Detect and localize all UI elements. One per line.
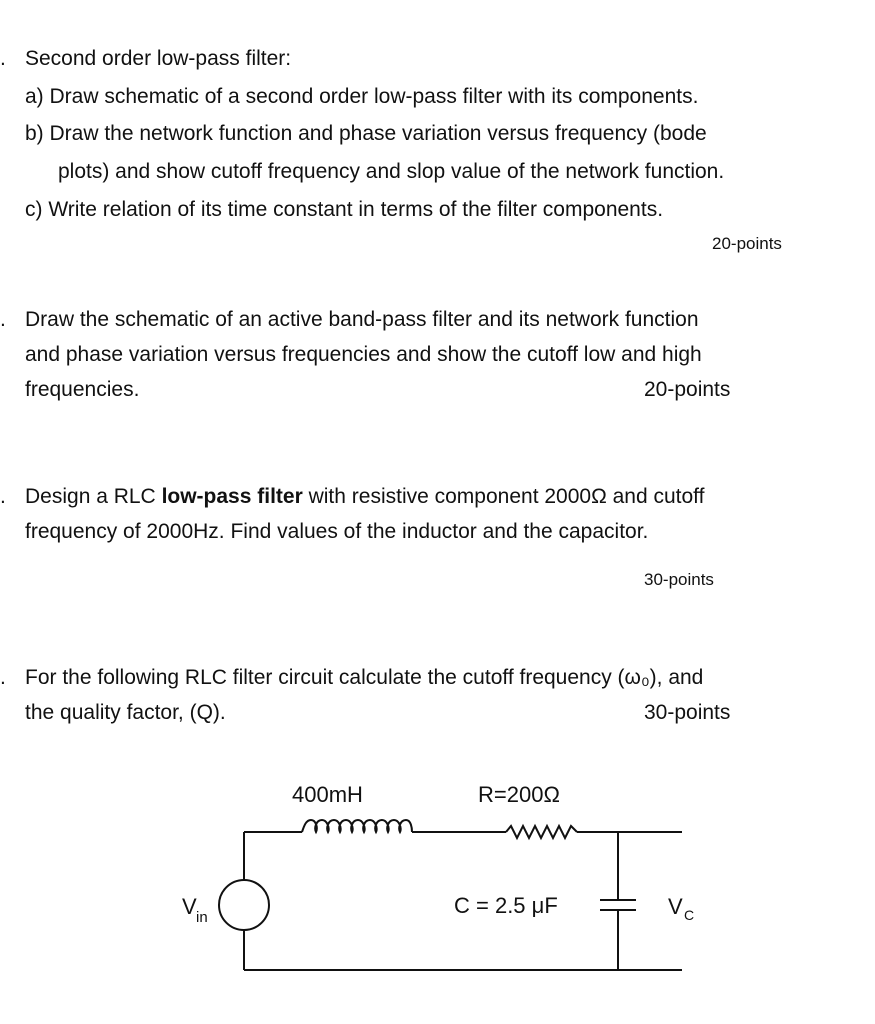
source-label-subscript: in <box>196 909 208 926</box>
q3-number: . <box>0 485 6 508</box>
q3-line2: frequency of 2000Hz. Find values of the inductor and the capacitor. <box>25 520 649 543</box>
q1-part-c: c) Write relation of its time constant in terms of the filter components. <box>25 198 664 221</box>
q1-part-b-line2: plots) and show cutoff frequency and slop value of the network function. <box>58 160 725 183</box>
q1-title: Second order low-pass filter: <box>25 47 292 70</box>
inductor-coil <box>302 820 412 832</box>
q3-line1-pre: Design a RLC <box>25 485 162 508</box>
q1-points: 20-points <box>712 234 782 253</box>
voltage-source-circle <box>219 880 269 930</box>
resistor-zigzag <box>506 826 577 838</box>
q2-line2: and phase variation versus frequencies and show the cutoff low and high <box>25 343 702 366</box>
capacitor-label: C = 2.5 μF <box>454 893 558 918</box>
q2-points: 20-points <box>644 378 731 401</box>
q2-line1: Draw the schematic of an active band-pass filter and its network function <box>25 308 699 331</box>
q4-number: . <box>0 666 6 689</box>
q1-part-a: a) Draw schematic of a second order low-pass filter with its components. <box>25 85 699 108</box>
resistor-label: R=200Ω <box>478 782 560 807</box>
q4-points: 30-points <box>644 701 731 724</box>
q3-points: 30-points <box>644 570 714 589</box>
q4-line1: For the following RLC filter circuit calculate the cutoff frequency (ω₀), and <box>25 666 704 689</box>
source-label: V <box>182 894 197 919</box>
q2-number: . <box>0 308 6 331</box>
output-label: V <box>668 894 683 919</box>
q1-part-b-line1: b) Draw the network function and phase variation versus frequency (bode <box>25 122 707 145</box>
q2-line3: frequencies. <box>25 378 140 401</box>
q4-line2: the quality factor, (Q). <box>25 701 226 724</box>
output-label-subscript: C <box>684 907 695 923</box>
q3-line1-bold: low-pass filter <box>161 485 303 508</box>
q1-number: . <box>0 47 6 70</box>
inductor-label: 400mH <box>292 782 363 807</box>
q3-line1 <box>25 486 704 507</box>
q3-line1-post: with resistive component 2000Ω and cutoff <box>302 485 705 508</box>
